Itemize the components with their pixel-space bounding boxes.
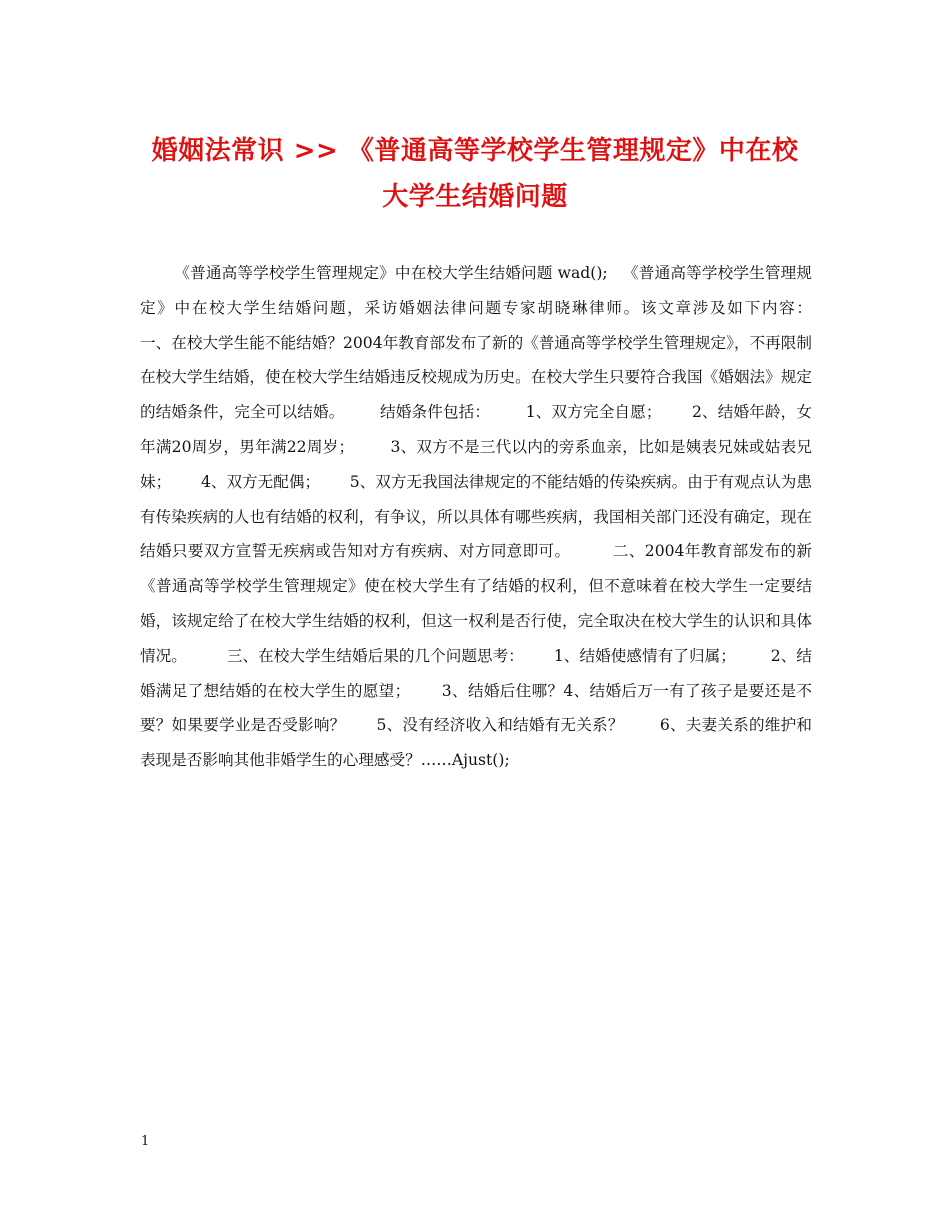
page-number: 1 [141, 1134, 150, 1149]
document-body: 《普通高等学校学生管理规定》中在校大学生结婚问题 wad(); 《普通高等学校学生管理规定》中在校大学生结婚问题，采访婚姻法律问题专家胡晓琳律师。该文章涉及如下内容： 一、在校大学生能不能结婚？2004年教育部发布了新的《普通高等学校学生管理规定》，不再限制在校大学生结婚，使在校大学生结婚违反校规成为历史。在校大学生只要符合我国《婚姻法》规定的结婚条件，完全可以结婚。 结婚条件包括： 1、双方完全自愿； 2、结婚年龄，女年满20周岁，男年满22周岁； 3、双方不是三代以内的旁系血亲，比如是姨表兄妹或姑表兄妹； 4、双方无配偶； 5、双方无我国法律规定的不能结婚的传染疾病。由于有观点认为患有传染疾病的人也有结婚的权利，有争议，所以具体有哪些疾病，我国相关部门还没有确定，现在结婚只要双方宣誓无疾病或告知对方有疾病、对方同意即可。 二、2004年教育部发布的新《普通高等学校学生管理规定》使在校大学生有了结婚的权利，但不意味着在校大学生一定要结婚，该规定给了在校大学生结婚的权利，但这一权利是否行使，完全取决在校大学生的认识和具体情况。 三、在校大学生结婚后果的几个问题思考： 1、结婚使感情有了归属； 2、结婚满足了想结婚的在校大学生的愿望； 3、结婚后住哪？4、结婚后万一有了孩子是要还是不要？如果要学业是否受影响？ 5、没有经济收入和结婚有无关系？ 6、夫妻关系的维护和表现是否影响其他非婚学生的心理感受？……Ajust(); [140, 264, 847, 770]
document-title: 婚姻法常识 >> 《普通高等学校学生管理规定》中在校大学生结婚问题 [151, 136, 799, 212]
